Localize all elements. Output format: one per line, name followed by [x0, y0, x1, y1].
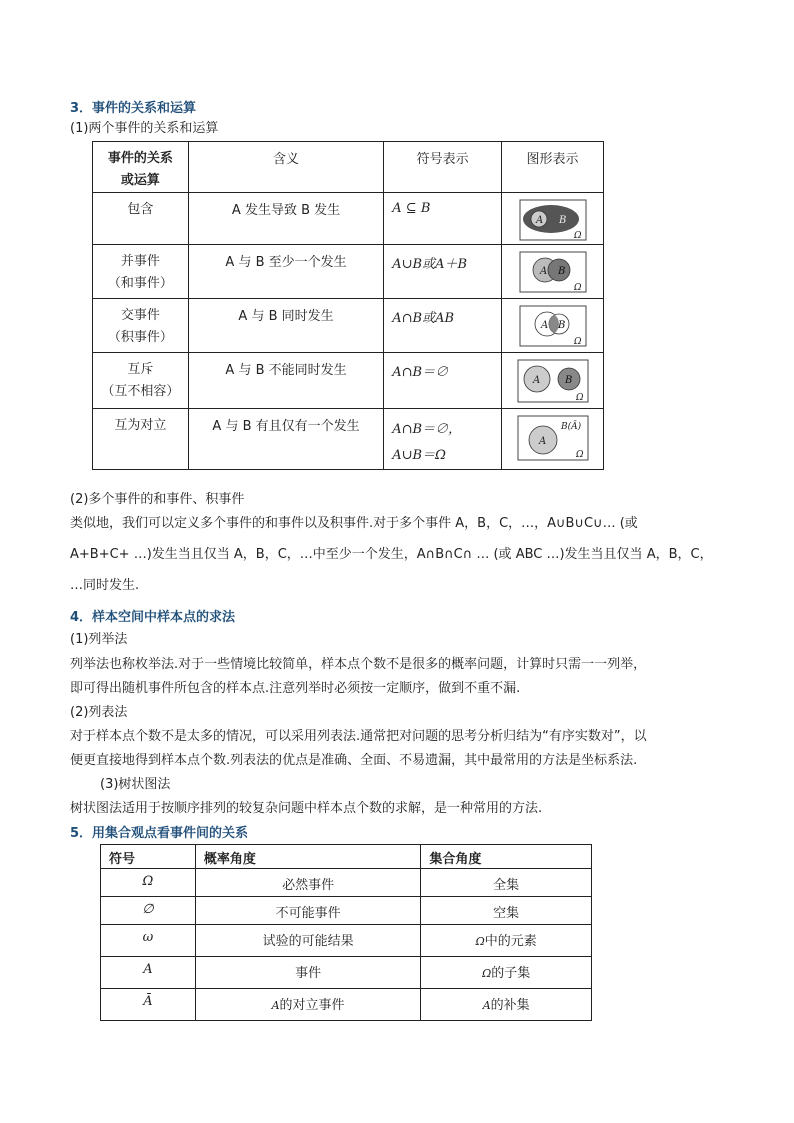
- svg-text:Ω: Ω: [573, 337, 581, 347]
- header-symbol: 符号表示: [384, 142, 502, 193]
- header-meaning: 含义: [188, 142, 383, 193]
- svg-text:A: A: [538, 436, 546, 447]
- relation-meaning: A 发生导致 B 发生: [188, 193, 383, 245]
- set-text: 中的元素: [484, 934, 537, 949]
- section5-heading: 5．用集合观点看事件间的关系: [70, 826, 249, 841]
- relation-name: [93, 409, 189, 470]
- svg-text:B: B: [557, 320, 565, 331]
- method3-line1: 树状图法适用于按顺序排列的较复杂问题中样本点个数的求解，是一种常用的方法.: [70, 801, 543, 816]
- table-header-row: [93, 142, 604, 193]
- relation-name-line1: 互斥: [127, 362, 154, 377]
- relation-symbol: A ⊆ B: [384, 193, 502, 245]
- svg-text:Ω: Ω: [575, 450, 583, 460]
- table-row: [93, 245, 604, 299]
- set-symbol: Ω: [482, 967, 492, 980]
- table-row: [93, 193, 604, 245]
- method2-line2: 便更直接地得到样本点个数.列表法的优点是准确、全面、不易遗漏，其中最常用的方法是坐标系法.: [70, 753, 638, 768]
- section4-heading: 4．样本空间中样本点的求法: [70, 610, 236, 625]
- relation-symbol-line1: A∩B＝∅，: [392, 422, 462, 437]
- event-relations-table: [92, 141, 604, 470]
- probability-cell: 必然事件: [195, 869, 421, 897]
- relation-name: [93, 299, 189, 353]
- disjoint-venn-icon: [502, 353, 604, 409]
- svg-text:B: B: [558, 215, 566, 226]
- table-row: [101, 897, 592, 925]
- relation-name-line2: （积事件）: [107, 330, 173, 345]
- relation-name: [93, 245, 189, 299]
- table-row: [101, 957, 592, 989]
- table-header-row: [101, 845, 592, 869]
- method1-line1: 列举法也称枚举法.对于一些情境比较简单，样本点个数不是很多的概率问题，计算时只需一一列举，: [70, 657, 647, 672]
- probability-text: 的对立事件: [279, 998, 345, 1013]
- table-row: [93, 353, 604, 409]
- svg-text:Ω: Ω: [575, 393, 583, 403]
- relation-meaning: A 与 B 不能同时发生: [188, 353, 383, 409]
- relation-meaning: A 与 B 有且仅有一个发生: [188, 409, 383, 470]
- union-venn-icon: [502, 245, 604, 299]
- complement-venn-icon: [502, 409, 604, 470]
- set-cell: [421, 957, 592, 989]
- intersection-venn-icon: [502, 299, 604, 353]
- table-row: [101, 925, 592, 957]
- set-cell: 空集: [421, 897, 592, 925]
- method1-title: (1)列举法: [70, 632, 128, 647]
- section3-para-line1: 类似地，我们可以定义多个事件的和事件以及积事件.对于多个事件 A，B，C，…，A∪B∪C∪… (或: [70, 516, 638, 531]
- header-symbol: 符号: [101, 845, 196, 869]
- probability-symbol: A: [271, 999, 280, 1012]
- svg-text:A: A: [532, 375, 540, 386]
- table-row: [93, 299, 604, 353]
- probability-cell: 不可能事件: [195, 897, 421, 925]
- relation-name: [93, 353, 189, 409]
- method2-line1: 对于样本点个数不是太多的情况，可以采用列表法.通常把对问题的思考分析归结为“有序实数对”，以: [70, 729, 647, 744]
- table-row: [93, 409, 604, 470]
- set-cell: [421, 925, 592, 957]
- relation-name-line1: 互为对立: [114, 418, 167, 433]
- probability-cell: [195, 989, 421, 1021]
- probability-cell: 事件: [195, 957, 421, 989]
- header-relation-line1: 事件的关系: [107, 151, 173, 166]
- relation-name-line1: 交事件: [120, 308, 160, 323]
- method3-title: (3)树状图法: [100, 777, 171, 792]
- relation-symbol: A∪B或A＋B: [384, 245, 502, 299]
- header-diagram: 图形表示: [502, 142, 604, 193]
- svg-text:A: A: [535, 215, 543, 226]
- relation-symbol: A∩B或AB: [384, 299, 502, 353]
- set-cell: [421, 989, 592, 1021]
- relation-symbol: [384, 409, 502, 470]
- table-row: [101, 989, 592, 1021]
- header-probability: 概率角度: [195, 845, 421, 869]
- svg-text:B: B: [557, 266, 565, 277]
- section3-sub1: (1)两个事件的关系和运算: [70, 121, 219, 136]
- relation-name-line1: 并事件: [120, 254, 160, 269]
- relation-name-line2: （和事件）: [107, 276, 173, 291]
- svg-text:B: B: [564, 375, 572, 386]
- header-relation: [93, 142, 189, 193]
- set-symbol: Ω: [475, 935, 485, 948]
- svg-text:B(Ā): B(Ā): [560, 422, 581, 432]
- symbol-cell: ∅: [101, 897, 196, 925]
- table-row: [101, 869, 592, 897]
- method1-line2: 即可得出随机事件所包含的样本点.注意列举时必须按一定顺序，做到不重不漏.: [70, 681, 521, 696]
- set-view-table: [100, 844, 592, 1021]
- set-text: 的补集: [490, 998, 530, 1013]
- relation-meaning: A 与 B 至少一个发生: [188, 245, 383, 299]
- svg-text:A: A: [539, 266, 547, 277]
- set-text: 的子集: [491, 966, 531, 981]
- svg-text:Ω: Ω: [573, 231, 581, 241]
- subset-venn-icon: [502, 193, 604, 245]
- header-set: 集合角度: [421, 845, 592, 869]
- relation-name: [93, 193, 189, 245]
- section3-para-line3: …同时发生.: [70, 578, 140, 593]
- svg-text:Ω: Ω: [573, 283, 581, 293]
- relation-symbol-line2: A∪B＝Ω: [392, 448, 446, 463]
- symbol-cell: Ā: [101, 989, 196, 1021]
- section3-sub2: (2)多个事件的和事件、积事件: [70, 492, 245, 507]
- symbol-cell: ω: [101, 925, 196, 957]
- set-cell: 全集: [421, 869, 592, 897]
- method2-title: (2)列表法: [70, 705, 128, 720]
- header-relation-line2: 或运算: [120, 173, 160, 188]
- svg-text:A: A: [540, 320, 548, 331]
- relation-meaning: A 与 B 同时发生: [188, 299, 383, 353]
- relation-name-line2: （互不相容）: [101, 384, 180, 399]
- relation-name-line1: 包含: [127, 202, 154, 217]
- set-symbol: A: [482, 999, 491, 1012]
- section3-para-line2: A+B+C+ …)发生当且仅当 A，B，C，…中至少一个发生，A∩B∩C∩ … (或 ABC …)发生当且仅当 A，B，C，: [70, 547, 713, 562]
- probability-cell: 试验的可能结果: [195, 925, 421, 957]
- section3-heading: 3．事件的关系和运算: [70, 101, 197, 116]
- symbol-cell: Ω: [101, 869, 196, 897]
- symbol-cell: A: [101, 957, 196, 989]
- relation-symbol: A∩B＝∅: [384, 353, 502, 409]
